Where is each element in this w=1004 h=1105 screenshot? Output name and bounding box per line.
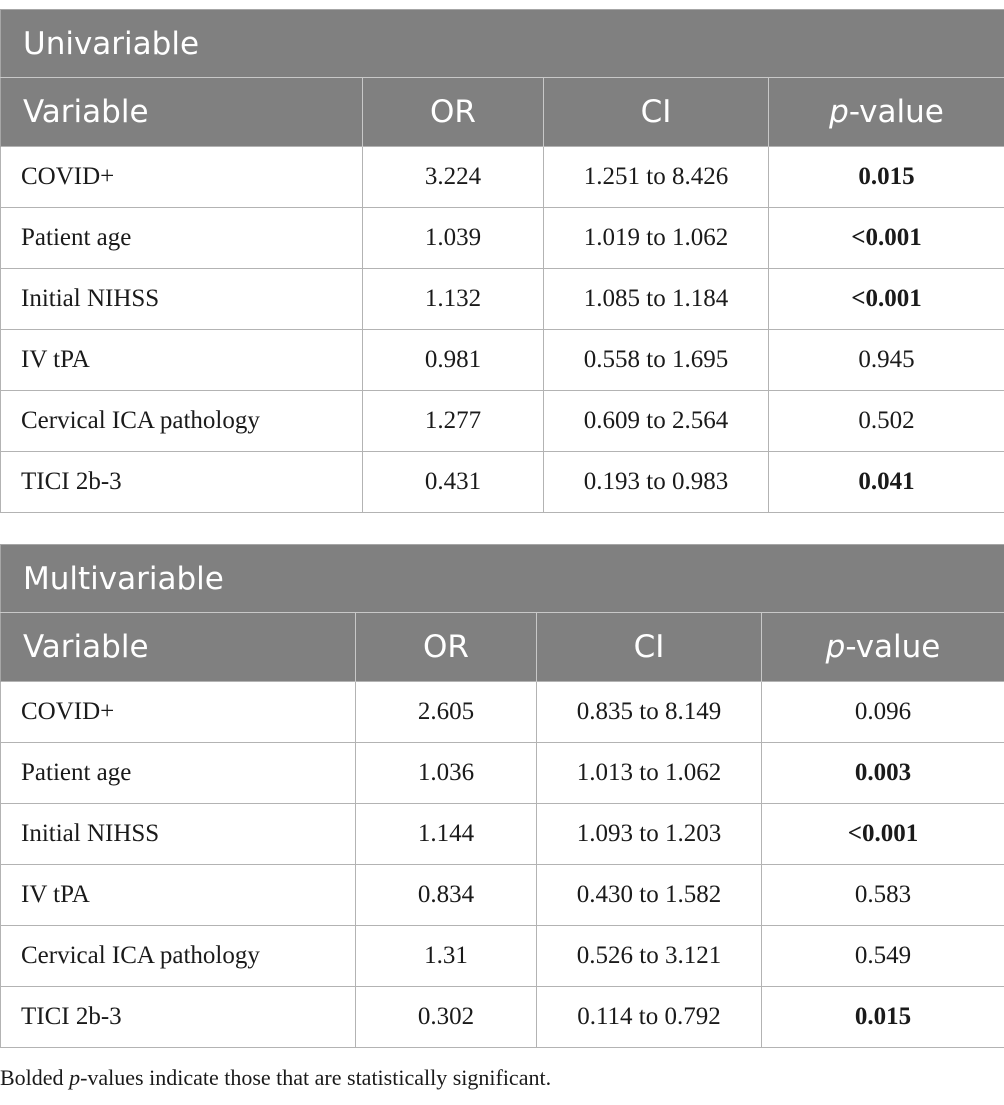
cell-ci: 1.019 to 1.062 xyxy=(544,208,769,269)
section-title: Multivariable xyxy=(1,545,1004,613)
cell-p-value: <0.001 xyxy=(769,269,1004,330)
cell-or: 0.302 xyxy=(356,987,537,1048)
column-header-row xyxy=(1,613,1004,682)
section-header-row xyxy=(1,10,1004,78)
multivariable-table xyxy=(0,544,1004,1048)
cell-ci: 1.093 to 1.203 xyxy=(537,804,762,865)
table-row xyxy=(1,391,1004,452)
header-variable: Variable xyxy=(1,613,356,682)
header-ci: CI xyxy=(537,613,762,682)
header-or: OR xyxy=(363,78,544,147)
cell-p-value: 0.549 xyxy=(762,926,1004,987)
cell-p-value: 0.583 xyxy=(762,865,1004,926)
cell-ci: 1.085 to 1.184 xyxy=(544,269,769,330)
table-row xyxy=(1,804,1004,865)
table-row xyxy=(1,682,1004,743)
header-or: OR xyxy=(356,613,537,682)
cell-or: 1.31 xyxy=(356,926,537,987)
cell-variable: Initial NIHSS xyxy=(1,804,356,865)
cell-variable: IV tPA xyxy=(1,330,363,391)
cell-ci: 0.526 to 3.121 xyxy=(537,926,762,987)
cell-ci: 0.193 to 0.983 xyxy=(544,452,769,513)
table-row xyxy=(1,208,1004,269)
cell-or: 1.036 xyxy=(356,743,537,804)
univariable-table xyxy=(0,9,1004,513)
table-row xyxy=(1,269,1004,330)
cell-or: 1.132 xyxy=(363,269,544,330)
cell-variable: COVID+ xyxy=(1,682,356,743)
cell-or: 1.277 xyxy=(363,391,544,452)
cell-or: 0.981 xyxy=(363,330,544,391)
cell-ci: 0.558 to 1.695 xyxy=(544,330,769,391)
cell-variable: TICI 2b-3 xyxy=(1,452,363,513)
header-p-italic: p xyxy=(825,629,846,665)
cell-or: 3.224 xyxy=(363,147,544,208)
footnote-rest: -values indicate those that are statistically significant. xyxy=(80,1065,552,1090)
cell-ci: 0.609 to 2.564 xyxy=(544,391,769,452)
cell-ci: 0.430 to 1.582 xyxy=(537,865,762,926)
cell-p-value: 0.502 xyxy=(769,391,1004,452)
header-variable: Variable xyxy=(1,78,363,147)
table-row xyxy=(1,147,1004,208)
cell-variable: Patient age xyxy=(1,743,356,804)
cell-p-value: 0.015 xyxy=(769,147,1004,208)
cell-ci: 1.251 to 8.426 xyxy=(544,147,769,208)
header-p-rest: -value xyxy=(845,629,941,665)
cell-ci: 0.114 to 0.792 xyxy=(537,987,762,1048)
cell-variable: TICI 2b-3 xyxy=(1,987,356,1048)
section-header-row xyxy=(1,545,1004,613)
table-row xyxy=(1,865,1004,926)
header-p-value xyxy=(762,613,1004,682)
cell-variable: Patient age xyxy=(1,208,363,269)
table-row xyxy=(1,743,1004,804)
column-header-row xyxy=(1,78,1004,147)
section-title: Univariable xyxy=(1,10,1004,78)
header-p-rest: -value xyxy=(848,94,944,130)
cell-p-value: 0.096 xyxy=(762,682,1004,743)
cell-p-value: <0.001 xyxy=(762,804,1004,865)
table-footnote xyxy=(0,1065,551,1091)
cell-or: 1.039 xyxy=(363,208,544,269)
cell-p-value: <0.001 xyxy=(769,208,1004,269)
cell-or: 0.431 xyxy=(363,452,544,513)
table-row xyxy=(1,987,1004,1048)
cell-variable: Initial NIHSS xyxy=(1,269,363,330)
cell-p-value: 0.945 xyxy=(769,330,1004,391)
cell-or: 0.834 xyxy=(356,865,537,926)
cell-ci: 0.835 to 8.149 xyxy=(537,682,762,743)
cell-p-value: 0.041 xyxy=(769,452,1004,513)
table-row xyxy=(1,452,1004,513)
cell-variable: Cervical ICA pathology xyxy=(1,391,363,452)
cell-variable: IV tPA xyxy=(1,865,356,926)
cell-p-value: 0.015 xyxy=(762,987,1004,1048)
table-row xyxy=(1,926,1004,987)
cell-or: 2.605 xyxy=(356,682,537,743)
footnote-p-italic: p xyxy=(69,1065,81,1090)
cell-ci: 1.013 to 1.062 xyxy=(537,743,762,804)
cell-or: 1.144 xyxy=(356,804,537,865)
table-row xyxy=(1,330,1004,391)
header-p-italic: p xyxy=(829,94,849,130)
footnote-lead: Bolded xyxy=(0,1065,70,1090)
cell-variable: COVID+ xyxy=(1,147,363,208)
cell-p-value: 0.003 xyxy=(762,743,1004,804)
header-p-value xyxy=(769,78,1004,147)
header-ci: CI xyxy=(544,78,769,147)
cell-variable: Cervical ICA pathology xyxy=(1,926,356,987)
